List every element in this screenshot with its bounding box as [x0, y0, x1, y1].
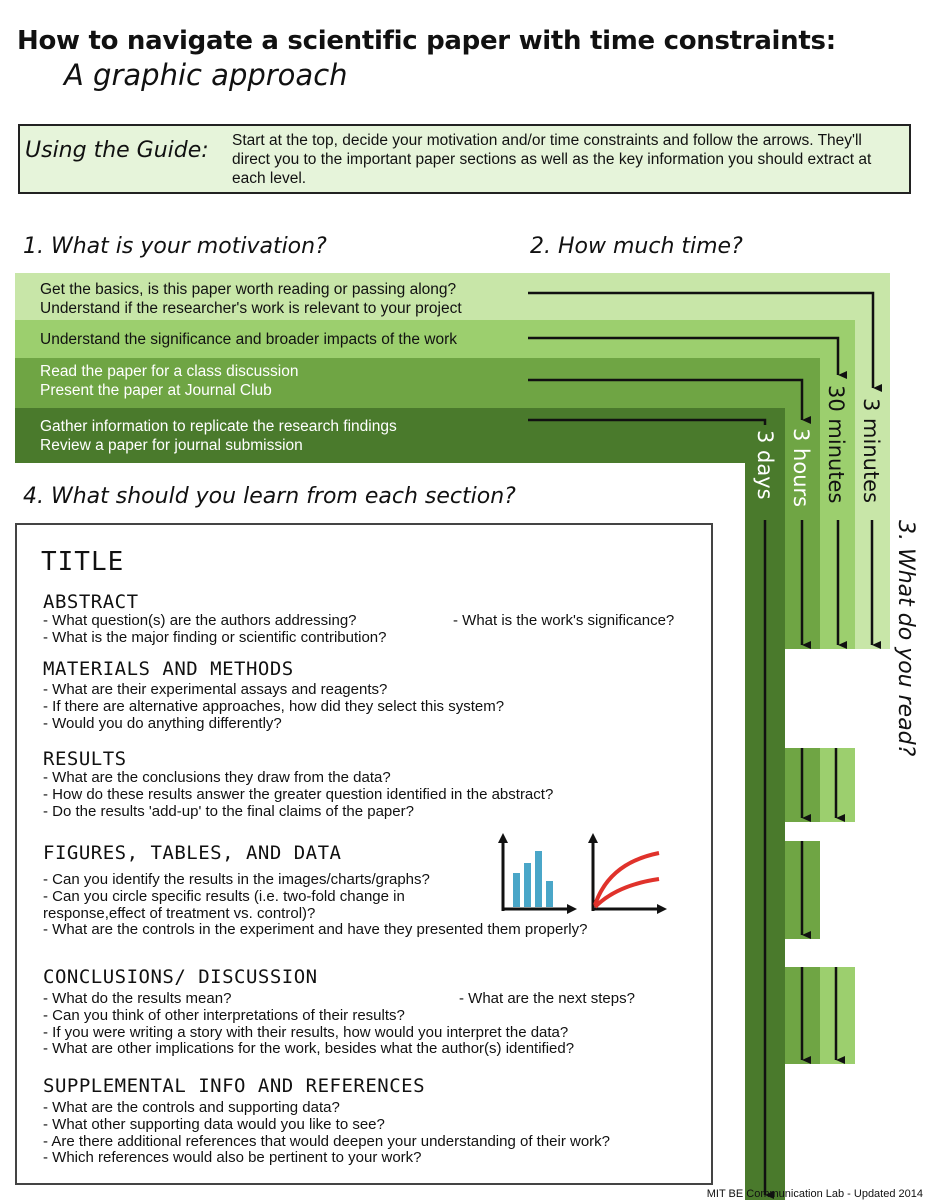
- figures-q1: - Can you identify the results in the images/charts/graphs?: [43, 871, 430, 888]
- conclusions-q2: - Can you think of other interpretations of their results?: [43, 1006, 405, 1024]
- results-q1: - What are the conclusions they draw from the data?: [43, 769, 391, 786]
- page-subtitle: A graphic approach: [64, 58, 348, 92]
- conclusions-q4: - What are other implications for the work, besides what the author(s) identified?: [43, 1040, 575, 1058]
- footer-credit: MIT BE Communication Lab - Updated 2014: [706, 1188, 923, 1200]
- sections-box: [15, 523, 713, 1185]
- arrow-3-minutes: [528, 293, 873, 388]
- line-chart-icon: [587, 833, 667, 915]
- supplemental-q4: - Which references would also be pertinent to your work?: [43, 1149, 422, 1167]
- section-title-heading: TITLE: [41, 547, 125, 577]
- motivation-1-line2: Understand if the researcher's work is relevant to your project: [40, 300, 462, 317]
- supplemental-q1: - What are the controls and supporting data?: [43, 1099, 340, 1116]
- results-q2: - How do these results answer the greater question identified in the abstract?: [43, 785, 554, 803]
- guide-label: Using the Guide:: [25, 138, 209, 163]
- section-results-questions: [43, 770, 553, 820]
- section-methods-questions: [43, 682, 504, 732]
- supplemental-q2: - What other supporting data would you like to see?: [43, 1115, 385, 1133]
- conclusions-q1: - What do the results mean?: [43, 990, 232, 1007]
- motivation-3-line1: Read the paper for a class discussion: [40, 363, 299, 380]
- results-q3: - Do the results 'add-up' to the final claims of the paper?: [43, 802, 414, 820]
- heading-learn: 4. What should you learn from each section?: [23, 484, 516, 509]
- section-conclusions-questions: [43, 991, 713, 1058]
- guide-text: Start at the top, decide your motivation and/or time constraints and follow the arrows. They'll direct you to the important paper sections as well as the key information you should extract at each level.: [232, 132, 872, 187]
- section-figures-heading: FIGURES, TABLES, AND DATA: [43, 842, 342, 864]
- time-label-3-hours: 3 hours: [789, 428, 813, 508]
- abstract-q1: - What question(s) are the authors addressing?: [43, 612, 357, 629]
- time-label-3-minutes: 3 minutes: [859, 398, 883, 504]
- motivation-4-line2: Review a paper for journal submission: [40, 437, 303, 454]
- arrow-3-days: [528, 420, 765, 425]
- section-results-heading: RESULTS: [43, 748, 127, 770]
- motivation-2-line1: Understand the significance and broader impacts of the work: [40, 331, 458, 348]
- abstract-q1b: - What is the work's significance?: [453, 612, 675, 629]
- section-supplemental-heading: SUPPLEMENTAL INFO AND REFERENCES: [43, 1075, 426, 1097]
- heading-motivation: 1. What is your motivation?: [23, 234, 327, 259]
- motivation-1-line1: Get the basics, is this paper worth reading or passing along?: [40, 281, 457, 298]
- section-abstract-heading: ABSTRACT: [43, 591, 139, 613]
- section-supplemental-questions: [43, 1100, 610, 1167]
- methods-q1: - What are their experimental assays and reagents?: [43, 681, 388, 698]
- conclusions-q3: - If you were writing a story with their results, how would you interpret the data?: [43, 1023, 569, 1041]
- arrow-30-minutes: [528, 338, 838, 375]
- abstract-q2: - What is the major finding or scientific contribution?: [43, 628, 387, 646]
- heading-time: 2. How much time?: [530, 234, 743, 259]
- section-methods-heading: MATERIALS AND METHODS: [43, 658, 294, 680]
- figures-q3: - What are the controls in the experiment and have they presented them properly?: [43, 921, 588, 939]
- page-title: How to navigate a scientific paper with time constraints:: [17, 26, 836, 56]
- heading-read: 3. What do you read?: [893, 520, 918, 757]
- figures-q2b: response,effect of treatment vs. control)?: [43, 904, 316, 922]
- methods-q2: - If there are alternative approaches, how did they select this system?: [43, 697, 505, 715]
- conclusions-q1b: - What are the next steps?: [459, 990, 635, 1007]
- supplemental-q3: - Are there additional references that would deepen your understanding of their work?: [43, 1132, 611, 1150]
- motivation-4-line1: Gather information to replicate the research findings: [40, 418, 397, 435]
- motivation-3-line2: Present the paper at Journal Club: [40, 382, 272, 399]
- methods-q3: - Would you do anything differently?: [43, 714, 282, 732]
- section-conclusions-heading: CONCLUSIONS/ DISCUSSION: [43, 966, 318, 988]
- time-label-3-days: 3 days: [753, 430, 777, 500]
- figures-q2: - Can you circle specific results (i.e. two-fold change in: [43, 887, 405, 905]
- bar-chart-icon: [497, 833, 577, 915]
- time-label-30-minutes: 30 minutes: [824, 385, 848, 504]
- arrow-3-hours: [528, 380, 802, 420]
- section-abstract-questions: [43, 613, 713, 647]
